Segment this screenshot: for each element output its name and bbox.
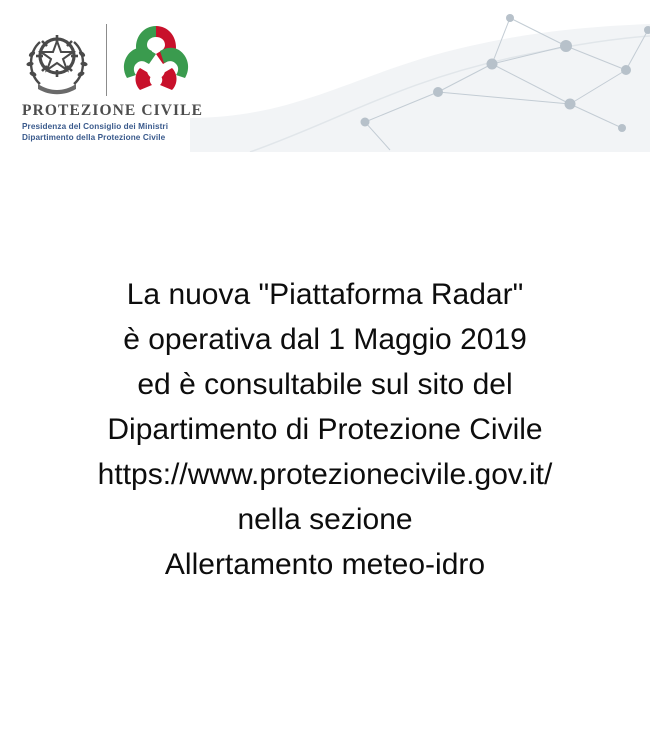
italian-republic-emblem-icon — [20, 18, 94, 96]
message-line: ed è consultabile sul sito del — [137, 368, 513, 401]
message-line: è operativa dal 1 Maggio 2019 — [123, 323, 527, 356]
logo-subtitle-line-2: Dipartimento della Protezione Civile — [22, 133, 166, 142]
announcement-message — [0, 272, 650, 587]
message-line: Dipartimento di Protezione Civile — [107, 413, 543, 446]
message-line: nella sezione — [237, 503, 413, 536]
logo-title: PROTEZIONE CIVILE — [22, 102, 204, 119]
message-line: Allertamento meteo-idro — [164, 548, 486, 581]
main-content — [0, 152, 650, 731]
logo-block — [14, 14, 314, 142]
logo-divider — [106, 24, 107, 96]
logo-subtitle-line-1: Presidenza del Consiglio dei Ministri — [22, 122, 169, 131]
message-line: La nuova "Piattaforma Radar" — [126, 278, 524, 311]
message-line-url[interactable]: https://www.protezionecivile.gov.it/ — [97, 458, 553, 491]
protezione-civile-triskelion-icon — [118, 20, 194, 96]
site-header — [0, 0, 650, 153]
network-nodes-decoration-icon — [270, 0, 650, 152]
